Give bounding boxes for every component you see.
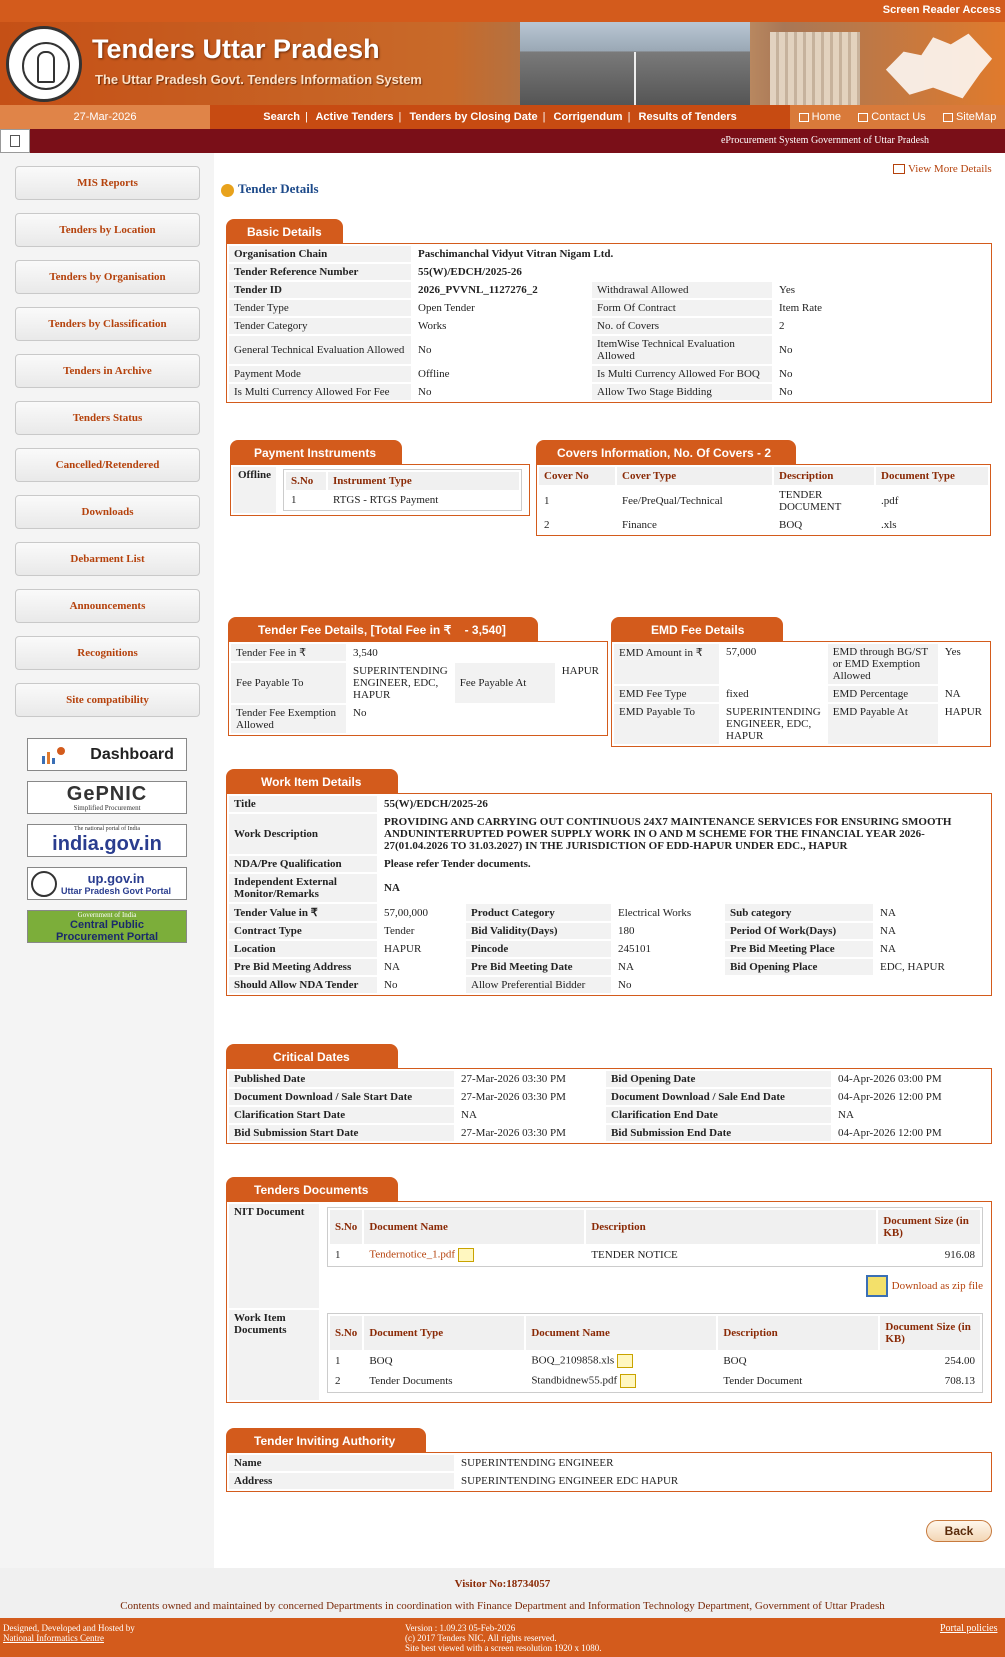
sitemap-link[interactable] [943,111,996,123]
portal-policies-link[interactable]: Portal policies [940,1623,998,1634]
field-label: Tender Category [229,318,411,334]
field-label: Tender Value in ₹ [229,904,377,921]
site-subtitle: The Uttar Pradesh Govt. Tenders Information System [95,72,422,87]
emd-amount-value: 57,000 [726,646,757,658]
cell: 2 [544,519,550,531]
field-label: EMD Payable To [614,704,719,744]
table-row [614,686,988,702]
cell: BOQ [369,1355,393,1368]
cell: .pdf [881,495,899,507]
visitor-count: Visitor No:18734057 [454,1578,551,1590]
field-label: Pre Bid Meeting Address [229,959,377,975]
field-label: ItemWise Technical Evaluation Allowed [592,336,772,364]
table-row [229,959,989,975]
field-label: Form Of Contract [592,300,772,316]
authority-address-value: SUPERINTENDING ENGINEER EDC HAPUR [461,1475,679,1487]
column-header: Document Size (in KB) [878,1210,980,1244]
tender-fee-header: Tender Fee Details, [Total Fee in ₹ - 3,540] [228,617,538,641]
tender-authority-header: Tender Inviting Authority [226,1428,426,1452]
field-value: No [779,368,793,380]
resolution-label: Site best viewed with a screen resolution 1920 x 1080. [405,1643,602,1653]
covers-info-header: Covers Information, No. Of Covers - 2 [536,440,796,464]
sidebar [0,153,214,1568]
table-row [229,977,989,993]
sidebar-item-tenders-by-classification[interactable]: Tenders by Classification [15,307,200,341]
table-row [229,1125,989,1141]
field-label: Period Of Work(Days) [725,923,873,939]
cell: RTGS - RTGS Payment [333,494,439,506]
field-value: Works [418,320,447,332]
tender-fee-table [228,641,608,736]
column-header: Document Name [526,1316,716,1350]
nav-right [790,105,1005,129]
cppp-label: Central Public [70,918,144,931]
up-gov-label: up.gov.in [87,870,145,886]
home-icon [799,113,809,122]
field-value: fixed [726,688,749,700]
document-icon [10,135,20,147]
sidebar-item-tenders-by-organisation[interactable]: Tenders by Organisation [15,260,200,294]
banner-road-image [520,22,750,105]
table-row [330,1316,980,1350]
date-value: 04-Apr-2026 12:00 PM [838,1127,942,1139]
table-row [330,1210,980,1244]
field-value: NA [880,943,896,955]
date-value: 04-Apr-2026 12:00 PM [838,1091,942,1103]
field-value: No [618,979,632,991]
column-header: Document Type [876,467,988,485]
field-label: Allow Preferential Bidder [466,977,611,993]
field-label: Tender Fee Exemption Allowed [231,705,346,733]
current-date: 27-Mar-2026 [0,105,210,129]
field-label: No. of Covers [592,318,772,334]
field-value: Electrical Works [618,906,692,919]
table-row [286,472,519,490]
field-value: 245101 [618,943,651,955]
field-label: Contract Type [229,923,377,939]
field-label: Tender Fee in ₹ [231,644,346,661]
top-bar [0,0,1005,22]
cell: BOQ [779,519,803,531]
banner-building-image [770,32,860,105]
sidebar-item-downloads[interactable]: Downloads [15,495,200,529]
sitemap-icon [943,113,953,122]
marquee-bar [0,129,1005,153]
sidebar-item-recognitions[interactable]: Recognitions [15,636,200,670]
column-header: S.No [286,472,326,490]
field-value: NA [944,688,961,700]
critical-dates-table [226,1068,992,1144]
table-row [231,644,605,661]
field-label: Payment Mode [229,366,411,382]
table-row [614,704,988,744]
cell: 1 [544,495,550,507]
field-value: SUPERINTENDING ENGINEER, EDC, HAPUR [353,665,448,701]
field-label: Bid Opening Date [606,1071,831,1087]
field-label: Bid Submission Start Date [229,1125,454,1141]
field-value: No [779,386,793,398]
table-row [229,874,989,902]
footer-bar [0,1618,1005,1657]
home-link[interactable] [799,111,841,123]
table-row [229,366,989,382]
cell: 1 [335,1249,341,1261]
field-label: Product Category [466,904,611,921]
sidebar-item-debarment-list[interactable]: Debarment List [15,542,200,576]
field-label: Is Multi Currency Allowed For Fee [229,384,411,400]
payment-mode-label: Offline [233,467,276,513]
date-value: NA [838,1109,854,1121]
table-row [330,1372,980,1390]
sitemap-label: SiteMap [955,111,997,123]
table-row [539,517,988,533]
emd-fee-table [611,641,991,747]
field-label: Name [229,1455,454,1471]
printer-icon [893,164,905,174]
field-value: EDC, HAPUR [880,961,945,973]
table-row [229,1455,989,1471]
field-label: Bid Opening Place [725,959,873,975]
date-value: 04-Apr-2026 03:00 PM [838,1073,942,1085]
dashboard-logo-link[interactable] [27,738,187,771]
screen-reader-link[interactable]: Screen Reader Access [882,4,1001,16]
cell: TENDER DOCUMENT [779,489,842,513]
table-row [229,282,989,298]
field-label: Fee Payable To [231,663,346,703]
field-label: Pincode [466,941,611,957]
instrument-table [283,469,522,511]
cell: Tender Documents [369,1375,453,1388]
table-row [229,1310,989,1400]
version-label: Version : 1.09.23 05-Feb-2026 [405,1623,516,1633]
authority-name-value: SUPERINTENDING ENGINEER [461,1457,614,1469]
page-title [221,181,319,197]
column-header: Cover Type [617,467,772,485]
nit-document-label: NIT Document [229,1204,319,1308]
table-row [229,904,989,921]
page-title-text: Tender Details [238,181,319,196]
covers-info-table [536,464,991,536]
cell: .xls [881,519,897,531]
field-label: Bid Validity(Days) [466,923,611,939]
back-button[interactable]: Back [926,1520,992,1542]
field-value: HAPUR [384,943,422,955]
document-name[interactable]: BOQ_2109858.xls [531,1354,615,1367]
table-row [229,318,989,334]
field-value: NA [618,961,634,973]
tender-value: 57,00,000 [384,906,428,919]
nav-link-corrigendum[interactable]: Corrigendum [553,111,623,123]
nav-link-search[interactable]: Search [263,111,300,123]
banner [0,22,1005,105]
sidebar-item-tenders-in-archive[interactable]: Tenders in Archive [15,354,200,388]
nav-link-closing-date[interactable]: Tenders by Closing Date [409,111,538,123]
download-zip-link[interactable] [866,1280,983,1292]
date-value: 27-Mar-2026 03:30 PM [461,1073,566,1085]
sidebar-item-mis-reports[interactable]: MIS Reports [15,166,200,200]
footer-contents-note: Contents owned and maintained by concerned Departments in coordination with Finance Department and Information Technology Department, Government of Uttar Pradesh [120,1600,885,1612]
field-label: Independent External Monitor/Remarks [229,874,377,902]
tender-documents-table [226,1201,992,1403]
site-title: Tenders Uttar Pradesh [92,34,380,64]
table-row [231,705,605,733]
field-value: Item Rate [779,302,823,314]
basic-details-table [226,243,992,403]
marquee-toggle[interactable] [0,129,30,153]
download-zip-label: Download as zip file [891,1279,983,1292]
nic-link[interactable]: National Informatics Centre [3,1633,104,1643]
column-header: Document Name [364,1210,584,1244]
view-more-details-link[interactable] [893,163,992,175]
nav-links: Search | Active Tenders | Tenders by Closing Date | Corrigendum | Results of Tenders [263,111,737,123]
field-label: Sub category [725,904,873,921]
field-label: EMD Percentage [828,686,938,702]
footer-designed [3,1623,135,1643]
cell: 1 [291,494,297,506]
field-value: NA [384,961,400,973]
field-value: Please refer Tender documents. [384,858,531,870]
payment-instruments-header: Payment Instruments [230,440,402,464]
field-value: Tender [384,925,415,937]
certificate-icon [617,1354,633,1368]
date-value: NA [461,1109,477,1121]
field-label: Fee Payable At [455,663,555,703]
column-header: Document Type [364,1316,524,1350]
field-value: 2 [779,320,785,332]
table-row [229,336,989,364]
field-label: Title [229,796,377,812]
column-header: S.No [330,1210,362,1244]
field-label: Work Description [229,814,377,854]
contact-link[interactable] [858,111,925,123]
table-row [614,644,988,684]
footer-info [0,1568,1005,1618]
payment-instruments-table [230,464,530,516]
field-label: Document Download / Sale End Date [606,1089,831,1105]
table-row [229,1107,989,1123]
india-gov-top-label: The national portal of India [74,826,140,832]
tender-id-value: 2026_PVVNL_1127276_2 [418,284,538,296]
field-label: Address [229,1473,454,1489]
field-label: Clarification End Date [606,1107,831,1123]
field-value: 180 [618,925,635,937]
designed-by-label: Designed, Developed and Hosted by [3,1623,135,1633]
nit-document-link[interactable]: Tendernotice_1.pdf [369,1248,455,1261]
field-value: No [418,386,432,398]
nit-document-table [327,1207,983,1267]
table-row [229,246,989,262]
field-label: Tender Type [229,300,411,316]
zip-download-row [327,1275,983,1297]
column-header: Description [718,1316,878,1350]
nav-link-active-tenders[interactable]: Active Tenders [315,111,394,123]
table-row [229,384,989,400]
field-label: Published Date [229,1071,454,1087]
up-gov-sub-label: Uttar Pradesh Govt Portal [61,885,172,896]
work-description-value: PROVIDING AND CARRYING OUT CONTINUOUS 24X7 MAINTENANCE SERVICES FOR ENSURING SMOOTH ANDUNINTERRUPTED POWER SUPPLY WORK IN O AND M SCHEME FOR THE FINANCIAL YEAR 2026-27(01.04.2026 TO 31.03.2027) IN THE JURISDICTION OF EDD-HAPUR UNDER EDC., HAPUR [384,816,952,852]
cell: 2 [335,1375,341,1388]
tender-authority-table [226,1452,992,1492]
nav-link-results[interactable]: Results of Tenders [638,111,737,123]
field-label: Document Download / Sale Start Date [229,1089,454,1105]
field-label: EMD Payable At [828,704,938,744]
table-row [286,492,519,508]
cell: Finance [622,519,657,531]
table-row [229,856,989,872]
org-chain-value: Paschimanchal Vidyut Vitran Nigam Ltd. [418,248,614,260]
date-value: 27-Mar-2026 03:30 PM [461,1127,566,1139]
cell: 254.00 [944,1355,975,1368]
up-emblem-small-icon [31,871,57,897]
table-row [229,941,989,957]
india-gov-label: india.gov.in [52,833,162,855]
basic-details-header: Basic Details [226,219,343,243]
field-value: HAPUR [561,665,600,677]
date-value: 27-Mar-2026 03:30 PM [461,1091,566,1103]
cppp-top-label: Government of India [77,910,137,919]
mail-icon [858,113,868,122]
field-label: Withdrawal Allowed [592,282,772,298]
copyright-label: (c) 2017 Tenders NIC, All rights reserved. [405,1633,557,1643]
table-row [229,1204,989,1308]
work-item-header: Work Item Details [226,769,398,793]
tender-ref-label: Tender Reference Number [229,264,411,280]
work-item-documents-label: Work Item Documents [229,1310,319,1400]
field-value: No [353,707,367,719]
tender-fee-value: 3,540 [353,646,378,659]
table-row [229,796,989,812]
field-label: General Technical Evaluation Allowed [229,336,411,364]
cell: 916.08 [944,1249,975,1261]
zip-icon [866,1275,888,1297]
field-label: EMD Fee Type [614,686,719,702]
field-label: Clarification Start Date [229,1107,454,1123]
arrow-bullet-icon [221,184,234,197]
column-header: Cover No [539,467,615,485]
dashboard-label: Dashboard [90,745,174,763]
field-value: SUPERINTENDING ENGINEER, EDC, HAPUR [726,706,821,742]
gepnic-logo-link[interactable] [27,781,187,814]
document-name[interactable]: Standbidnew55.pdf [531,1374,618,1387]
certificate-icon [458,1248,474,1262]
field-value: NA [880,906,896,919]
field-value: Yes [779,284,796,296]
tender-documents-header: Tenders Documents [226,1177,398,1201]
table-row [229,1071,989,1087]
up-emblem-logo [6,26,82,102]
field-value: No [779,344,793,356]
field-value: No [418,344,432,356]
work-title-value: 55(W)/EDCH/2025-26 [384,798,488,810]
work-item-documents-table [327,1313,983,1393]
chart-icon [40,744,66,766]
nav-bar [0,105,1005,129]
table-row [229,1089,989,1105]
footer-version [405,1623,601,1653]
up-gov-logo-link[interactable] [27,867,187,900]
field-label: Should Allow NDA Tender [229,977,377,993]
field-label: Bid Submission End Date [606,1125,831,1141]
cppp-logo-link[interactable] [27,910,187,943]
table-row [229,300,989,316]
field-label: Tender ID [229,282,411,298]
india-gov-logo-link[interactable] [27,824,187,857]
table-row [229,814,989,854]
contact-label: Contact Us [871,111,926,123]
cell: Fee/PreQual/Technical [622,495,723,507]
table-row [330,1352,980,1370]
field-value: NA [384,882,400,894]
table-row [539,467,988,485]
certificate-icon [620,1374,636,1388]
sidebar-item-announcements[interactable]: Announcements [15,589,200,623]
field-label: NDA/Pre Qualification [229,856,377,872]
critical-dates-header: Critical Dates [226,1044,398,1068]
column-header: Document Size (in KB) [880,1316,980,1350]
table-row [539,487,988,515]
sidebar-item-tenders-status[interactable]: Tenders Status [15,401,200,435]
field-value: Yes [944,646,961,658]
table-row [330,1246,980,1264]
work-item-table [226,793,992,996]
column-header: Description [774,467,874,485]
field-label: Pre Bid Meeting Place [725,941,873,957]
column-header: Description [586,1210,876,1244]
field-value: No [384,979,398,991]
table-row [229,923,989,939]
emd-fee-header: EMD Fee Details [611,617,783,641]
sidebar-item-tenders-by-location[interactable]: Tenders by Location [15,213,200,247]
column-header: Instrument Type [328,472,519,490]
table-row [231,663,605,703]
banner-up-map-image [880,30,998,102]
org-chain-label: Organisation Chain [229,246,411,262]
field-value: Offline [418,368,450,380]
field-label: EMD through BG/ST or EMD Exemption Allowed [828,644,938,684]
cell: Tender Document [723,1375,803,1388]
sidebar-item-cancelled-retendered[interactable]: Cancelled/Retendered [15,448,200,482]
sidebar-item-site-compatibility[interactable]: Site compatibility [15,683,200,717]
cell: 1 [335,1355,341,1368]
field-label: EMD Amount in ₹ [614,644,719,684]
field-value: NA [880,925,896,937]
cell: 708.13 [944,1375,975,1388]
cell: TENDER NOTICE [591,1249,678,1261]
tender-ref-value: 55(W)/EDCH/2025-26 [418,266,522,278]
field-label: Location [229,941,377,957]
field-label: Allow Two Stage Bidding [592,384,772,400]
field-label: Pre Bid Meeting Date [466,959,611,975]
cell: BOQ [723,1355,747,1368]
column-header: S.No [330,1316,362,1350]
table-row [233,467,527,513]
gepnic-label: GePNIC [66,782,148,805]
field-label: Is Multi Currency Allowed For BOQ [592,366,772,382]
home-label: Home [811,111,841,123]
gepnic-sub-label: Simplified Procurement [73,803,141,812]
table-row [229,264,989,280]
table-row [229,1473,989,1489]
marquee-text: eProcurement System Government of Uttar Pradesh [30,129,1005,153]
field-value: Open Tender [418,302,475,314]
field-value: HAPUR [944,706,983,718]
view-more-label: View More Details [908,163,992,175]
cppp-sub-label: Procurement Portal [55,930,159,943]
